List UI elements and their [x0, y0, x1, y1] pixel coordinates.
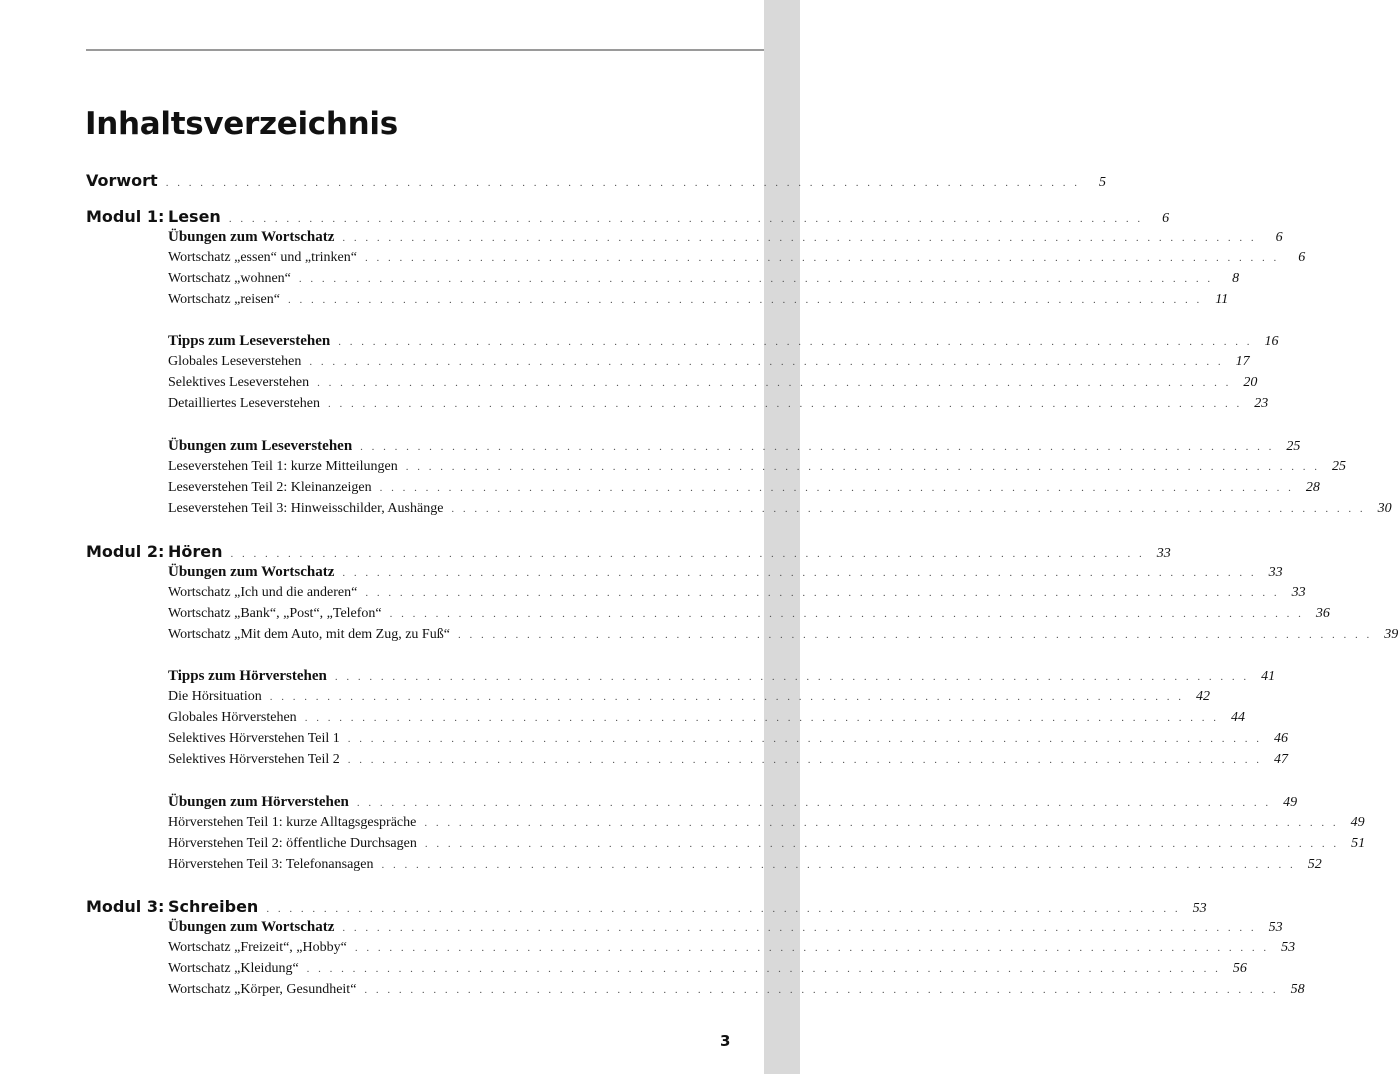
toc-item [86, 815, 1365, 831]
toc-item-label: Selektives Hörverstehen Teil 2 [168, 752, 340, 767]
dot-leader: . . . . . . . . . . . . . . . . . . . . . . . . . . . . . . . . . . . . . . . . . . . . . . . . . . . . . . . . . . . . . . . . . . . . . . . . . . . . . . . . [379, 482, 1294, 494]
toc-item-label: Wortschatz „Kleidung“ [168, 961, 299, 976]
toc-module-key: Modul 3: [86, 897, 165, 916]
toc-module-heading [86, 542, 231, 561]
toc-item-label: Selektives Leseverstehen [168, 375, 310, 390]
toc-section [86, 668, 1276, 685]
toc-page-number: 6 [1162, 211, 1170, 226]
toc-section-label: Übungen zum Hörverstehen [168, 794, 349, 810]
toc-item-label: Die Hörsituation [168, 689, 262, 704]
toc-item [86, 982, 1305, 998]
dot-leader: . . . . . . . . . . . . . . . . . . . . . . . . . . . . . . . . . . . . . . . . . . . . . . . . . . . . . . . . . . . . . . . . . . . . . . . . . . . . . . . . [230, 548, 1145, 560]
dot-leader: . . . . . . . . . . . . . . . . . . . . . . . . . . . . . . . . . . . . . . . . . . . . . . . . . . . . . . . . . . . . . . . . . . . . . . . . . . . . . . . . [306, 963, 1221, 975]
toc-section-label: Übungen zum Wortschatz [168, 919, 335, 935]
toc-section-label: Tipps zum Hörverstehen [168, 668, 327, 684]
dot-leader: . . . . . . . . . . . . . . . . . . . . . . . . . . . . . . . . . . . . . . . . . . . . . . . . . . . . . . . . . . . . . . . . . . . . . . . . . . . . . . . . [338, 336, 1253, 348]
dot-leader: . . . . . . . . . . . . . . . . . . . . . . . . . . . . . . . . . . . . . . . . . . . . . . . . . . . . . . . . . . . . . . . . . . . . . . . . . . . . . . . . [287, 294, 1203, 306]
toc-page-number: 20 [1243, 375, 1258, 390]
toc-item-label: Wortschatz „Freizeit“, „Hobby“ [168, 940, 347, 955]
toc-item [86, 501, 1392, 517]
toc-section-label: Übungen zum Wortschatz [168, 229, 335, 245]
toc-page-number: 17 [1235, 354, 1250, 369]
toc-item-label: Hörverstehen Teil 3: Telefonansagen [168, 857, 374, 872]
toc-item-label: Wortschatz „wohnen“ [168, 271, 291, 286]
dot-leader: . . . . . . . . . . . . . . . . . . . . . . . . . . . . . . . . . . . . . . . . . . . . . . . . . . . . . . . . . . . . . . . . . . . . . . . . . . . . . . . . [334, 671, 1250, 683]
toc-page-number: 25 [1331, 459, 1346, 474]
dot-leader: . . . . . . . . . . . . . . . . . . . . . . . . . . . . . . . . . . . . . . . . . . . . . . . . . . . . . . . . . . . . . . . . . . . . . . . . . . . . . . . . [317, 377, 1232, 389]
toc-page-number: 51 [1351, 836, 1366, 851]
toc-page-number: 33 [1291, 585, 1306, 600]
toc-item [86, 585, 1306, 601]
toc-section [86, 333, 1279, 350]
toc-page-number: 16 [1264, 334, 1279, 349]
toc-item-label: Hörverstehen Teil 1: kurze Alltagsgespräche [168, 815, 417, 830]
toc-section [86, 794, 1298, 811]
toc-page-number: 36 [1315, 606, 1330, 621]
toc-item [86, 292, 1229, 308]
toc-module-heading [86, 207, 229, 226]
toc-item [86, 710, 1245, 726]
toc-page-number: 49 [1283, 795, 1298, 810]
toc-section [86, 919, 1283, 936]
toc-item-label: Wortschatz „Bank“, „Post“, „Telefon“ [168, 606, 382, 621]
toc-item-label: Leseverstehen Teil 1: kurze Mitteilungen [168, 459, 398, 474]
toc-page-number: 8 [1232, 271, 1240, 286]
toc-page-number: 46 [1274, 731, 1289, 746]
toc-item-label: Wortschatz „Ich und die anderen“ [168, 585, 358, 600]
toc-item [86, 940, 1296, 956]
toc-item [86, 480, 1320, 496]
dot-leader: . . . . . . . . . . . . . . . . . . . . . . . . . . . . . . . . . . . . . . . . . . . . . . . . . . . . . . . . . . . . . . . . . . . . . . . . . . . . . . . . [347, 754, 1263, 766]
toc-item-label: Globales Hörverstehen [168, 710, 297, 725]
toc-page-number: 44 [1230, 710, 1245, 725]
toc-page-number: 11 [1215, 292, 1229, 307]
toc-item-label: Wortschatz „Mit dem Auto, mit dem Zug, zu Fuß“ [168, 627, 450, 642]
dot-leader: . . . . . . . . . . . . . . . . . . . . . . . . . . . . . . . . . . . . . . . . . . . . . . . . . . . . . . . . . . . . . . . . . . . . . . . . . . . . . . . . [327, 398, 1243, 410]
toc-item [86, 354, 1250, 370]
page-title: Inhaltsverzeichnis [85, 106, 398, 142]
toc-module-name: Lesen [168, 207, 221, 226]
toc-page-number: 5 [1098, 175, 1106, 190]
dot-leader: . . . . . . . . . . . . . . . . . . . . . . . . . . . . . . . . . . . . . . . . . . . . . . . . . . . . . . . . . . . . . . . . . . . . . . . . . . . . . . . . [309, 356, 1224, 368]
dot-leader: . . . . . . . . . . . . . . . . . . . . . . . . . . . . . . . . . . . . . . . . . . . . . . . . . . . . . . . . . . . . . . . . . . . . . . . . . . . . . . . . [389, 608, 1304, 620]
toc-page-number: 52 [1307, 857, 1322, 872]
dot-leader: . . . . . . . . . . . . . . . . . . . . . . . . . . . . . . . . . . . . . . . . . . . . . . . . . . . . . . . . . . . . . . . . . . . . . . . . . . . . . . . . [424, 817, 1339, 829]
toc-item [86, 396, 1269, 412]
toc-item [86, 250, 1306, 266]
toc-page-number: 30 [1377, 501, 1392, 516]
toc-section [86, 229, 1283, 246]
toc-module-key: Vorwort [86, 171, 158, 190]
toc-item [86, 459, 1346, 475]
toc-page-number: 23 [1254, 396, 1269, 411]
toc-item [86, 627, 1398, 643]
dot-leader: . . . . . . . . . . . . . . . . . . . . . . . . . . . . . . . . . . . . . . . . . . . . . . . . . . . . . . . . . . . . . . . . . . . . . . . . . . . . . . . . [266, 903, 1181, 915]
toc-module-modul-3-schreiben [86, 897, 1207, 917]
toc-item [86, 271, 1240, 287]
toc-page-number: 6 [1298, 250, 1306, 265]
toc-page-number: 41 [1261, 669, 1276, 684]
toc-module-heading [86, 897, 266, 916]
toc-item [86, 752, 1289, 768]
toc-module-modul-1-lesen [86, 207, 1170, 227]
toc-item [86, 961, 1247, 977]
dot-leader: . . . . . . . . . . . . . . . . . . . . . . . . . . . . . . . . . . . . . . . . . . . . . . . . . . . . . . . . . . . . . . . . . . . . . . . . . . . . . . . . [298, 273, 1214, 285]
toc-item [86, 606, 1330, 622]
toc-item-label: Globales Leseverstehen [168, 354, 302, 369]
toc-section-label: Übungen zum Leseverstehen [168, 438, 353, 454]
toc-section-label: Tipps zum Leseverstehen [168, 333, 331, 349]
toc-section-label: Übungen zum Wortschatz [168, 564, 335, 580]
dot-leader: . . . . . . . . . . . . . . . . . . . . . . . . . . . . . . . . . . . . . . . . . . . . . . . . . . . . . . . . . . . . . . . . . . . . . . . . . . . . . . . . [360, 441, 1275, 453]
dot-leader: . . . . . . . . . . . . . . . . . . . . . . . . . . . . . . . . . . . . . . . . . . . . . . . . . . . . . . . . . . . . . . . . . . . . . . . . . . . . . . . . [228, 213, 1144, 225]
table-of-contents [86, 0, 1398, 1074]
toc-module-key: Modul 1: [86, 207, 165, 226]
toc-item [86, 857, 1322, 873]
toc-page-number: 47 [1274, 752, 1289, 767]
dot-leader: . . . . . . . . . . . . . . . . . . . . . . . . . . . . . . . . . . . . . . . . . . . . . . . . . . . . . . . . . . . . . . . . . . . . . . . . . . . . . . . . [451, 503, 1366, 515]
dot-leader: . . . . . . . . . . . . . . . . . . . . . . . . . . . . . . . . . . . . . . . . . . . . . . . . . . . . . . . . . . . . . . . . . . . . . . . . . . . . . . . . [304, 712, 1219, 724]
dot-leader: . . . . . . . . . . . . . . . . . . . . . . . . . . . . . . . . . . . . . . . . . . . . . . . . . . . . . . . . . . . . . . . . . . . . . . . . . . . . . . . . [457, 629, 1373, 641]
toc-page-number: 49 [1350, 815, 1365, 830]
toc-page-number: 33 [1268, 565, 1283, 580]
dot-leader: . . . . . . . . . . . . . . . . . . . . . . . . . . . . . . . . . . . . . . . . . . . . . . . . . . . . . . . . . . . . . . . . . . . . . . . . . . . . . . . . [347, 733, 1263, 745]
dot-leader: . . . . . . . . . . . . . . . . . . . . . . . . . . . . . . . . . . . . . . . . . . . . . . . . . . . . . . . . . . . . . . . . . . . . . . . . . . . . . . . . [342, 232, 1257, 244]
dot-leader: . . . . . . . . . . . . . . . . . . . . . . . . . . . . . . . . . . . . . . . . . . . . . . . . . . . . . . . . . . . . . . . . . . . . . . . . . . . . . . . . [424, 838, 1340, 850]
toc-page-number: 56 [1232, 961, 1247, 976]
toc-item [86, 375, 1258, 391]
dot-leader: . . . . . . . . . . . . . . . . . . . . . . . . . . . . . . . . . . . . . . . . . . . . . . . . . . . . . . . . . . . . . . . . . . . . . . . . . . . . . . . . [165, 177, 1080, 189]
dot-leader: . . . . . . . . . . . . . . . . . . . . . . . . . . . . . . . . . . . . . . . . . . . . . . . . . . . . . . . . . . . . . . . . . . . . . . . . . . . . . . . . [342, 567, 1257, 579]
dot-leader: . . . . . . . . . . . . . . . . . . . . . . . . . . . . . . . . . . . . . . . . . . . . . . . . . . . . . . . . . . . . . . . . . . . . . . . . . . . . . . . . [342, 922, 1257, 934]
dot-leader: . . . . . . . . . . . . . . . . . . . . . . . . . . . . . . . . . . . . . . . . . . . . . . . . . . . . . . . . . . . . . . . . . . . . . . . . . . . . . . . . [354, 942, 1270, 954]
toc-page-number: 53 [1281, 940, 1296, 955]
toc-page-number: 28 [1305, 480, 1320, 495]
toc-page-number: 53 [1268, 920, 1283, 935]
page-number: 3 [720, 1032, 731, 1050]
toc-section [86, 438, 1301, 455]
toc-section [86, 564, 1283, 581]
toc-item [86, 689, 1210, 705]
toc-item [86, 731, 1289, 747]
toc-item-label: Detailliertes Leseverstehen [168, 396, 320, 411]
dot-leader: . . . . . . . . . . . . . . . . . . . . . . . . . . . . . . . . . . . . . . . . . . . . . . . . . . . . . . . . . . . . . . . . . . . . . . . . . . . . . . . . [381, 859, 1296, 871]
dot-leader: . . . . . . . . . . . . . . . . . . . . . . . . . . . . . . . . . . . . . . . . . . . . . . . . . . . . . . . . . . . . . . . . . . . . . . . . . . . . . . . . [405, 461, 1320, 473]
toc-page-number: 42 [1195, 689, 1210, 704]
toc-item-label: Wortschatz „essen“ und „trinken“ [168, 250, 357, 265]
toc-item-label: Selektives Hörverstehen Teil 1 [168, 731, 340, 746]
toc-page-number: 58 [1290, 982, 1305, 997]
toc-page-number: 53 [1192, 901, 1207, 916]
toc-module-name: Schreiben [168, 897, 259, 916]
dot-leader: . . . . . . . . . . . . . . . . . . . . . . . . . . . . . . . . . . . . . . . . . . . . . . . . . . . . . . . . . . . . . . . . . . . . . . . . . . . . . . . . [356, 797, 1272, 809]
dot-leader: . . . . . . . . . . . . . . . . . . . . . . . . . . . . . . . . . . . . . . . . . . . . . . . . . . . . . . . . . . . . . . . . . . . . . . . . . . . . . . . . [365, 587, 1280, 599]
toc-item [86, 836, 1366, 852]
toc-page-number: 25 [1286, 439, 1301, 454]
dot-leader: . . . . . . . . . . . . . . . . . . . . . . . . . . . . . . . . . . . . . . . . . . . . . . . . . . . . . . . . . . . . . . . . . . . . . . . . . . . . . . . . [364, 252, 1280, 264]
toc-page-number: 33 [1156, 546, 1171, 561]
toc-item-label: Leseverstehen Teil 3: Hinweisschilder, Aushänge [168, 501, 444, 516]
toc-module-key: Modul 2: [86, 542, 165, 561]
dot-leader: . . . . . . . . . . . . . . . . . . . . . . . . . . . . . . . . . . . . . . . . . . . . . . . . . . . . . . . . . . . . . . . . . . . . . . . . . . . . . . . . [364, 984, 1279, 996]
toc-module-heading [86, 171, 166, 190]
toc-page-number: 39 [1384, 627, 1398, 642]
toc-module-vorwort [86, 171, 1106, 191]
toc-page-number: 6 [1275, 230, 1283, 245]
toc-module-modul-2-horen [86, 542, 1171, 562]
toc-item-label: Leseverstehen Teil 2: Kleinanzeigen [168, 480, 372, 495]
dot-leader: . . . . . . . . . . . . . . . . . . . . . . . . . . . . . . . . . . . . . . . . . . . . . . . . . . . . . . . . . . . . . . . . . . . . . . . . . . . . . . . . [269, 691, 1184, 703]
toc-item-label: Hörverstehen Teil 2: öffentliche Durchsagen [168, 836, 417, 851]
toc-item-label: Wortschatz „reisen“ [168, 292, 280, 307]
toc-module-name: Hören [168, 542, 223, 561]
toc-item-label: Wortschatz „Körper, Gesundheit“ [168, 982, 357, 997]
